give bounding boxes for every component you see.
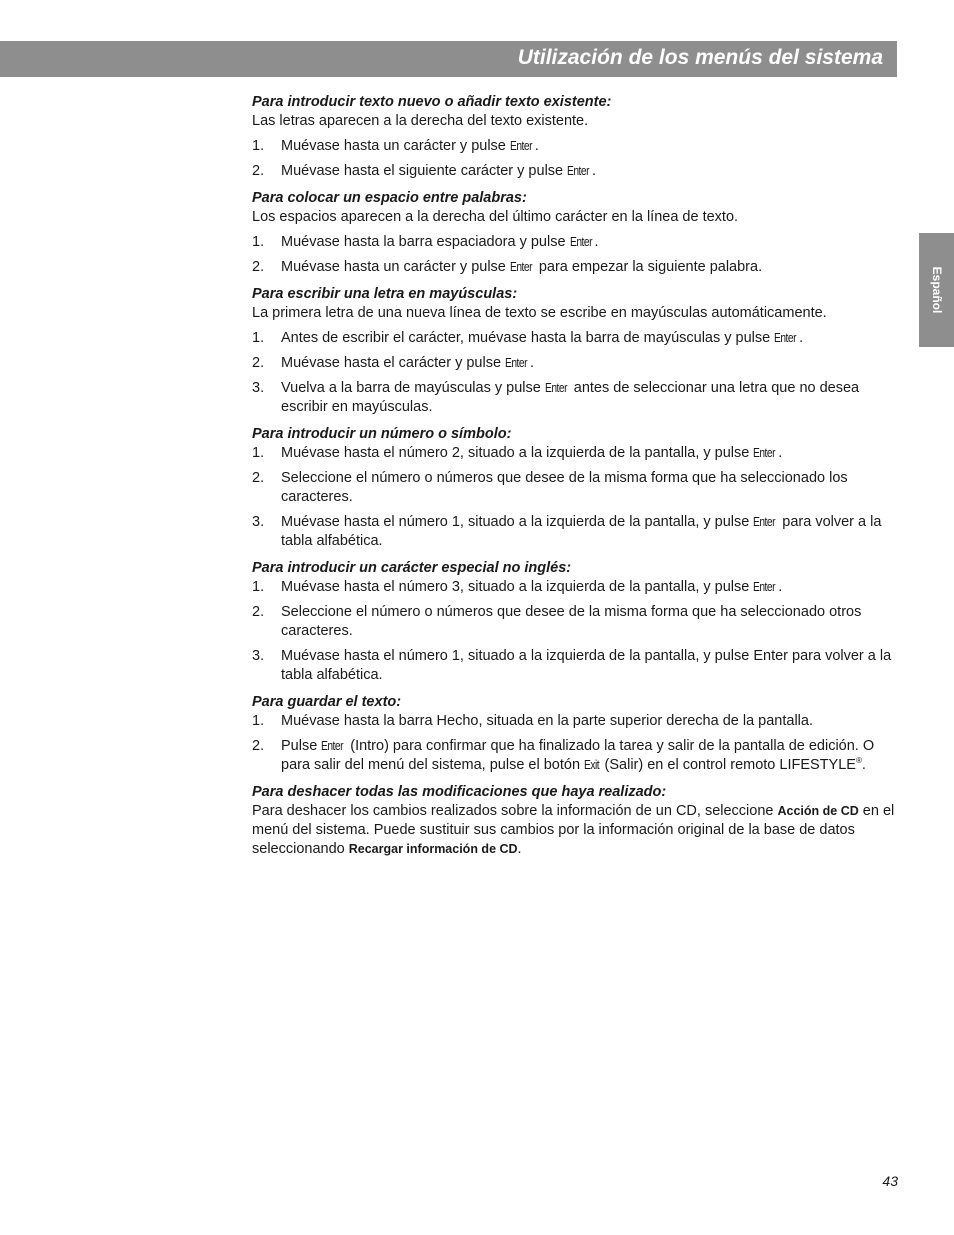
intro-text: Para deshacer los cambios realizados sobre la información de un CD, seleccione	[252, 803, 774, 819]
step-item	[252, 379, 897, 417]
key-name: Enter	[509, 139, 532, 153]
step-text: Seleccione el número o números que desee de la misma forma que ha seleccionado otros caracteres.	[281, 604, 862, 639]
key-name: Enter	[509, 260, 532, 274]
step-number: 2.	[252, 163, 265, 179]
step-text: Muévase hasta un carácter y pulse	[281, 138, 506, 154]
section-heading: Para introducir un número o símbolo:	[252, 426, 512, 442]
section-heading: Para deshacer todas las modificaciones que haya realizado:	[252, 784, 667, 800]
step-text: Muévase hasta la barra espaciadora y pulse	[281, 234, 566, 250]
step-item	[252, 737, 897, 775]
step-text: Antes de escribir el carácter, muévase hasta la barra de mayúsculas y pulse	[281, 330, 771, 346]
steps-list	[252, 233, 897, 277]
step-number: 1.	[252, 138, 265, 154]
step-text: Muévase hasta un carácter y pulse	[281, 259, 506, 275]
section-undo-changes	[252, 783, 897, 859]
step-item	[252, 162, 897, 181]
key-name: Enter	[544, 381, 567, 395]
step-number: 3.	[252, 380, 265, 396]
step-number: 2.	[252, 604, 265, 620]
language-tab	[919, 233, 954, 347]
step-item	[252, 329, 897, 348]
steps-list	[252, 444, 897, 551]
step-item	[252, 354, 897, 373]
step-text: Muévase hasta el número 3, situado a la izquierda de la pantalla, y pulse	[281, 579, 750, 595]
step-item	[252, 603, 897, 641]
step-number: 1.	[252, 579, 265, 595]
step-item	[252, 513, 897, 551]
step-number: 2.	[252, 470, 265, 486]
step-number: 3.	[252, 514, 265, 530]
step-text: Muévase hasta la barra Hecho, situada en la parte superior derecha de la pantalla.	[281, 713, 813, 729]
step-text-after: para volver a la tabla alfabética.	[281, 514, 882, 549]
section-heading: Para colocar un espacio entre palabras:	[252, 190, 527, 206]
step-text: Pulse	[281, 738, 318, 754]
section-new-text	[252, 93, 897, 181]
section-heading: Para introducir un carácter especial no inglés:	[252, 560, 572, 576]
step-text-after: .	[592, 163, 597, 179]
section-heading: Para introducir texto nuevo o añadir texto existente:	[252, 94, 612, 110]
intro-text: en el menú del sistema. Puede sustituir sus cambios por la información original de la base de datos seleccionando	[252, 803, 895, 857]
page-title: Utilización de los menús del sistema	[517, 46, 883, 69]
step-text: Seleccione el número o números que desee de la misma forma que ha seleccionado los caracteres.	[281, 470, 848, 505]
step-number: 2.	[252, 738, 265, 754]
step-text-after: .	[529, 355, 534, 371]
step-number: 1.	[252, 445, 265, 461]
step-item	[252, 137, 897, 156]
step-item	[252, 712, 897, 731]
steps-list	[252, 329, 897, 417]
step-item	[252, 444, 897, 463]
step-text: Muévase hasta el carácter y pulse	[281, 355, 502, 371]
key-name: Enter	[753, 580, 776, 594]
step-item	[252, 233, 897, 252]
menu-item-name: Recargar información de CD	[348, 842, 518, 856]
step-number: 3.	[252, 648, 265, 664]
registered-mark: ®	[855, 756, 862, 766]
section-intro: Los espacios aparecen a la derecha del último carácter en la línea de texto.	[252, 209, 739, 225]
steps-list	[252, 137, 897, 181]
key-name: Enter	[753, 515, 776, 529]
section-heading: Para guardar el texto:	[252, 694, 402, 710]
step-text: Muévase hasta el número 2, situado a la izquierda de la pantalla, y pulse	[281, 445, 750, 461]
header-bar	[0, 41, 897, 77]
step-item	[252, 647, 897, 685]
step-text-after: para empezar la siguiente palabra.	[538, 259, 763, 275]
intro-text: .	[517, 841, 522, 857]
section-special-character	[252, 559, 897, 685]
section-space	[252, 189, 897, 277]
steps-list	[252, 712, 897, 775]
steps-list	[252, 578, 897, 685]
step-text-after: .	[799, 330, 804, 346]
section-intro: La primera letra de una nueva línea de texto se escribe en mayúsculas automáticamente.	[252, 305, 827, 321]
key-name: Enter	[321, 739, 344, 753]
step-item	[252, 578, 897, 597]
section-save-text	[252, 693, 897, 775]
step-number: 1.	[252, 234, 265, 250]
step-text: Muévase hasta el número 1, situado a la izquierda de la pantalla, y pulse	[281, 514, 750, 530]
step-text-after: (Intro) para confirmar que ha finalizado la tarea y salir de la pantalla de edición. O para salir del menú del sistema, pulse el botón	[281, 738, 875, 773]
step-text: Muévase hasta el número 1, situado a la izquierda de la pantalla, y pulse Enter para volver a la tabla alfabética.	[281, 648, 892, 683]
step-number: 2.	[252, 259, 265, 275]
step-number: 1.	[252, 330, 265, 346]
key-name: Enter	[753, 446, 776, 460]
step-text-after: .	[778, 579, 783, 595]
section-uppercase	[252, 285, 897, 417]
key-name: Enter	[774, 331, 797, 345]
step-text-after: antes de seleccionar una letra que no desea escribir en mayúsculas.	[281, 380, 860, 415]
step-text-after: .	[534, 138, 539, 154]
language-tab-label: Español	[929, 266, 944, 314]
section-heading: Para escribir una letra en mayúsculas:	[252, 286, 518, 302]
section-intro	[252, 802, 897, 859]
step-number: 2.	[252, 355, 265, 371]
step-item	[252, 258, 897, 277]
menu-item-name: Acción de CD	[777, 804, 859, 818]
section-intro: Las letras aparecen a la derecha del texto existente.	[252, 113, 589, 129]
step-text: Muévase hasta el siguiente carácter y pulse	[281, 163, 564, 179]
step-text: Vuelva a la barra de mayúsculas y pulse	[281, 380, 541, 396]
section-number-symbol	[252, 425, 897, 551]
key-name: Enter	[505, 356, 528, 370]
key-name: Enter	[567, 164, 590, 178]
step-item	[252, 469, 897, 507]
key-name-exit: Exit	[584, 758, 600, 772]
step-text-after2: (Salir) en el control remoto LIFESTYLE	[604, 757, 856, 773]
page-number: 43	[882, 1173, 898, 1189]
content	[252, 93, 897, 867]
step-text-after: .	[594, 234, 599, 250]
step-number: 1.	[252, 713, 265, 729]
key-name: Enter	[569, 235, 592, 249]
step-text-after: .	[778, 445, 783, 461]
step-text-after3: .	[861, 757, 866, 773]
